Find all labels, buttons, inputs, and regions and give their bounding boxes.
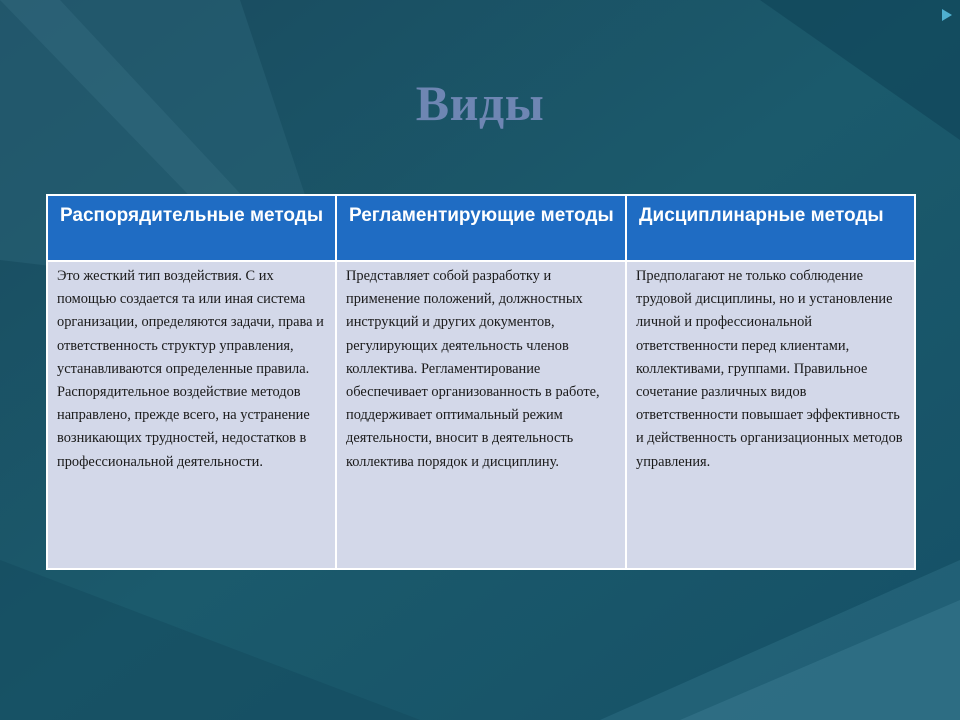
- next-slide-arrow-icon[interactable]: [940, 8, 954, 22]
- header-administrative-methods: Распорядительные методы: [47, 195, 336, 261]
- slide-title: Виды: [415, 75, 545, 131]
- cell-administrative-description: Это жесткий тип воздействия. С их помощью создается та или иная система организации, определяются задачи, права и ответственность структур управления, устанавливаются определенные правила. Распорядительное воздействие методов направлено, прежде всего, на устранение возникающих трудностей, недостатков в профессиональной деятельности.: [47, 261, 336, 569]
- header-disciplinary-methods: Дисциплинарные методы: [626, 195, 915, 261]
- methods-table: [46, 194, 916, 570]
- table-row: [47, 261, 915, 569]
- table-header-row: [47, 195, 915, 261]
- header-regulating-methods: Регламентирующие методы: [336, 195, 626, 261]
- cell-disciplinary-description: Предполагают не только соблюдение трудовой дисциплины, но и установление личной и профессиональной ответственности перед клиентами, коллективами, группами. Правильное сочетание различных видов ответственности повышает эффективность и действенность организационных методов управления.: [626, 261, 915, 569]
- cell-regulating-description: Представляет собой разработку и применение положений, должностных инструкций и других документов, регулирующих деятельность членов коллектива. Регламентирование обеспечивает организованность в работе, поддерживает оптимальный режим деятельности, вносит в деятельность коллектива порядок и дисциплину.: [336, 261, 626, 569]
